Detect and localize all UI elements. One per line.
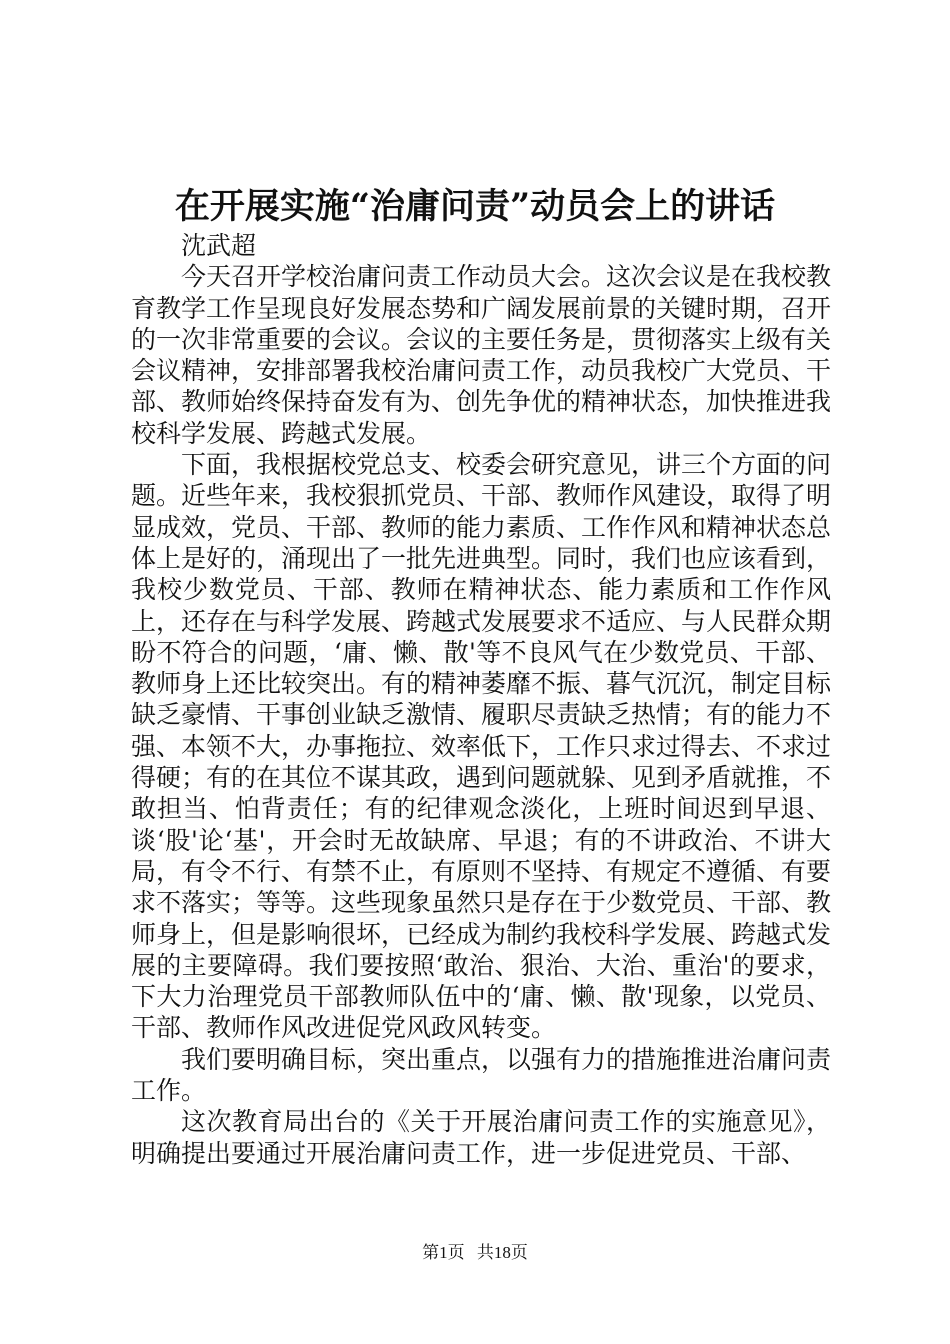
document-body <box>131 230 831 1169</box>
author-name: 沈武超 <box>181 231 257 260</box>
paragraph-1: 今天召开学校治庸问责工作动员大会。这次会议是在我校教育教学工作呈现良好发展态势和广阔发展前景的关键时期，召开的一次非常重要的会议。会议的主要任务是，贯彻落实上级有关会议精神，安排部署我校治庸问责工作，动员我校广大党员、干部、教师始终保持奋发有为、创先争优的精神状态，加快推进我校科学发展、跨越式发展。 <box>131 262 832 448</box>
paragraph-2: 下面，我根据校党总支、校委会研究意见，讲三个方面的问题。近些年来，我校狠抓党员、干部、教师作风建设，取得了明显成效，党员、干部、教师的能力素质、工作作风和精神状态总体上是好的，涌现出了一批先进典型。同时，我们也应该看到，我校少数党员、干部、教师在精神状态、能力素质和工作作风上，还存在与科学发展、跨越式发展要求不适应、与人民群众期盼不符合的问题，‘庸、懒、散'等不良风气在少数党员、干部、教师身上还比较突出。有的精神萎靡不振、暮气沉沉，制定目标缺乏豪情、干事创业缺乏激情、履职尽责缺乏热情；有的能力不强、本领不大，办事拖拉、效率低下，工作只求过得去、不求过得硬；有的在其位不谋其政，遇到问题就躲、见到矛盾就推，不敢担当、怕背责任；有的纪律观念淡化，上班时间迟到早退、谈‘股'论‘基'，开会时无故缺席、早退；有的不讲政治、不讲大局，有令不行、有禁不止，有原则不坚持、有规定不遵循、有要求不落实；等等。这些现象虽然只是存在于少数党员、干部、教师身上，但是影响很坏，已经成为制约我校科学发展、跨越式发展的主要障碍。我们要按照‘敢治、狠治、大治、重治'的要求，下大力治理党员干部教师队伍中的‘庸、懒、散'现象，以党员、干部、教师作风改进促党风政风转变。 <box>131 450 832 1043</box>
paragraph-3: 我们要明确目标，突出重点，以强有力的措施推进治庸问责工作。 <box>131 1044 832 1106</box>
page-total: 共18页 <box>476 1243 528 1262</box>
document-title: 在开展实施“治庸问责”动员会上的讲话 <box>174 186 776 227</box>
page-footer <box>0 1241 950 1265</box>
page-number: 第1页 <box>422 1243 465 1262</box>
paragraph-4: 这次教育局出台的《关于开展治庸问责工作的实施意见》，明确提出要通过开展治庸问责工作，进一步促进党员、干部、 <box>131 1107 831 1168</box>
